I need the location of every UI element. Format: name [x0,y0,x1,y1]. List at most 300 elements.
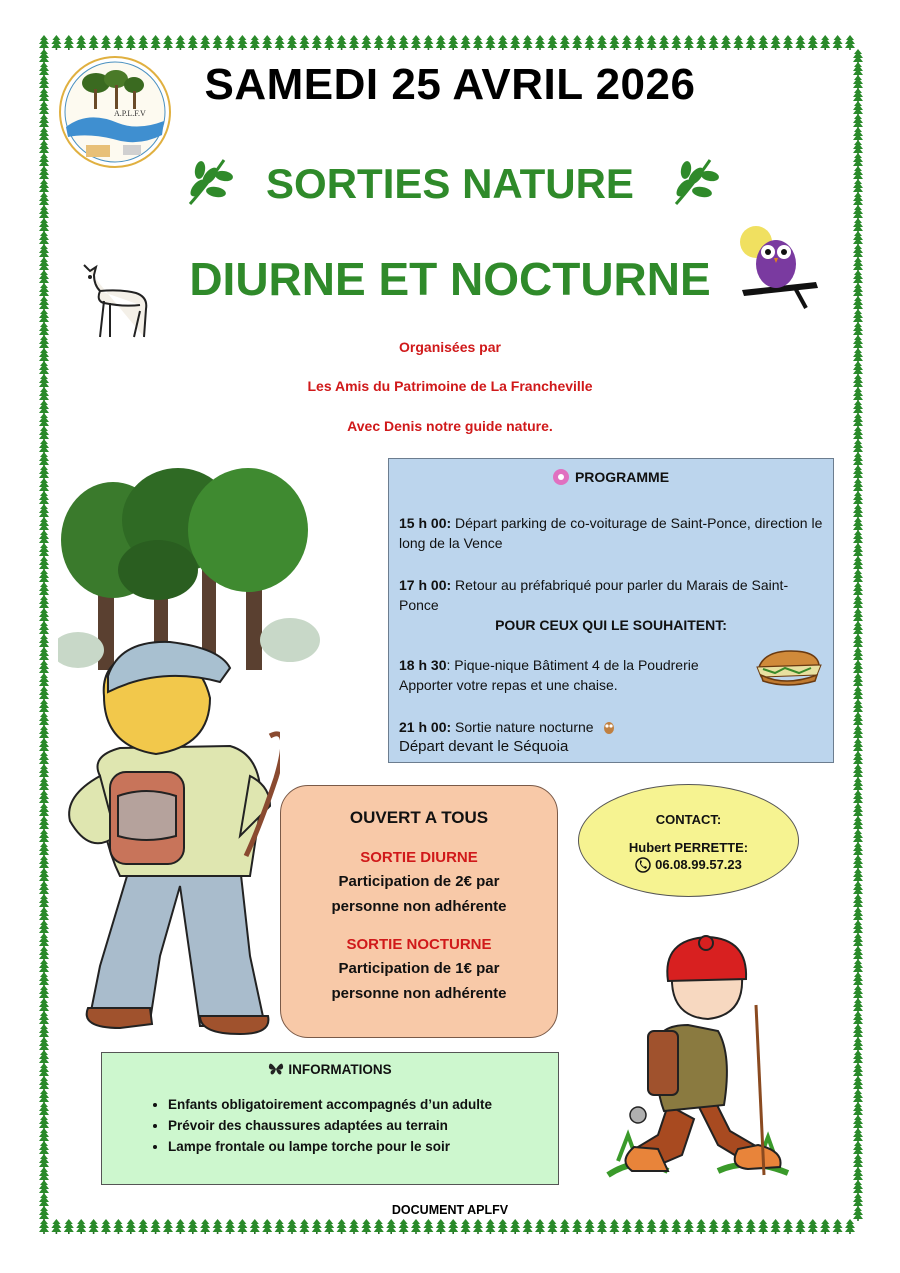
pine-tree-icon [39,699,49,714]
pine-tree-icon [853,764,863,779]
pine-tree-icon [337,1219,347,1234]
pine-tree-icon [275,1219,285,1234]
pine-tree-icon [853,738,863,753]
pine-tree-icon [461,35,471,50]
diurne-price-line1: Participation de 2€ par [338,873,500,890]
pine-tree-icon [76,1219,86,1234]
pine-tree-icon [853,725,863,740]
pine-tree-icon [853,530,863,545]
pine-tree-icon [853,413,863,428]
pine-tree-icon [498,35,508,50]
pine-tree-icon [151,35,161,50]
info-item: • Enfants obligatoirement accompagnés d’un adulte [168,1094,558,1115]
pine-tree-icon [659,1219,669,1234]
pine-tree-icon [853,673,863,688]
pine-tree-icon [853,101,863,116]
pine-tree-icon [853,491,863,506]
pine-tree-icon [39,829,49,844]
pine-tree-icon [853,140,863,155]
pine-tree-icon [585,35,595,50]
pine-tree-icon [853,998,863,1013]
pine-tree-icon [853,1154,863,1169]
pine-tree-icon [853,452,863,467]
pine-tree-icon [853,1024,863,1039]
pine-tree-icon [853,322,863,337]
pine-tree-icon [684,1219,694,1234]
pine-tree-icon [448,35,458,50]
pine-tree-icon [696,1219,706,1234]
open-to-all-heading: OUVERT A TOUS [349,808,489,827]
pine-tree-icon [758,35,768,50]
pine-tree-icon [597,35,607,50]
pine-tree-icon [853,985,863,1000]
pine-tree-icon [853,699,863,714]
pine-tree-icon [853,751,863,766]
pine-tree-icon [853,816,863,831]
pine-tree-icon [523,35,533,50]
olive-branch-right-icon [666,152,722,215]
guide-line: Avec Denis notre guide nature. [347,418,553,434]
pine-tree-icon [39,959,49,974]
pine-tree-icon [374,35,384,50]
pine-tree-icon [39,1154,49,1169]
walking-hiker-illustration [598,935,798,1190]
pine-tree-icon [609,35,619,50]
pine-tree-icon [498,1219,508,1234]
pine-tree-icon [39,1206,49,1221]
pine-tree-icon [188,35,198,50]
pine-tree-icon [39,140,49,155]
pine-tree-icon [853,348,863,363]
contact-heading: CONTACT: [655,812,722,827]
pine-tree-icon [572,35,582,50]
pine-tree-icon [733,1219,743,1234]
pine-tree-icon [361,35,371,50]
pricing-box [280,785,558,1038]
pine-tree-icon [250,1219,260,1234]
pine-tree-icon [39,1037,49,1052]
pine-tree-icon [39,907,49,922]
pine-tree-icon [39,1219,49,1234]
pine-tree-icon [39,400,49,415]
pine-tree-icon [299,35,309,50]
pine-tree-icon [39,1193,49,1208]
pine-tree-icon [535,35,545,50]
pine-tree-icon [39,153,49,168]
nocturne-price-line1: Participation de 1€ par [338,960,500,977]
pine-tree-icon [113,1219,123,1234]
pine-tree-icon [853,595,863,610]
pine-tree-icon [783,1219,793,1234]
pine-tree-icon [312,35,322,50]
pine-tree-icon [39,998,49,1013]
programme-item-3: 18 h 30: Pique-nique Bâtiment 4 de la Poudrerie [399,657,699,673]
document-footer: DOCUMENT APLFV [391,1203,509,1217]
pine-tree-icon [853,881,863,896]
pine-tree-icon [547,35,557,50]
organizer-name: Les Amis du Patrimoine de La Francheville [307,378,593,394]
pine-tree-icon [746,1219,756,1234]
pine-tree-icon [175,1219,185,1234]
pine-tree-icon [237,35,247,50]
pine-tree-icon [324,1219,334,1234]
pine-tree-icon [853,842,863,857]
information-heading: INFORMATIONS [288,1062,392,1077]
info-item: • Lampe frontale ou lampe torche pour le soir [168,1136,558,1157]
pine-tree-icon [853,894,863,909]
pine-tree-icon [39,985,49,1000]
pine-tree-icon [39,686,49,701]
pine-tree-icon [39,855,49,870]
pine-tree-icon [436,1219,446,1234]
pine-tree-icon [39,517,49,532]
pine-tree-icon [684,35,694,50]
pine-tree-icon [39,452,49,467]
pine-tree-icon [64,1219,74,1234]
pine-tree-icon [39,231,49,246]
pine-tree-icon [853,335,863,350]
pine-tree-icon [51,35,61,50]
pine-tree-icon [39,166,49,181]
pine-tree-icon [622,35,632,50]
programme-heading: PROGRAMME [574,469,670,485]
pine-tree-icon [411,35,421,50]
pine-tree-icon [853,634,863,649]
pine-tree-icon [485,35,495,50]
pine-tree-icon [853,283,863,298]
pine-tree-icon [853,582,863,597]
pine-tree-icon [853,556,863,571]
pine-tree-icon [853,75,863,90]
pine-tree-icon [853,374,863,389]
pine-tree-icon [436,35,446,50]
pine-tree-icon [547,1219,557,1234]
pine-tree-icon [659,35,669,50]
pine-tree-icon [39,387,49,402]
pine-tree-icon [853,517,863,532]
pine-tree-icon [853,49,863,64]
pine-tree-icon [39,582,49,597]
pine-tree-icon [853,569,863,584]
pine-tree-icon [696,35,706,50]
pine-tree-icon [853,1102,863,1117]
pine-tree-icon [39,1063,49,1078]
pine-tree-icon [299,1219,309,1234]
pine-tree-icon [853,803,863,818]
pine-tree-icon [76,35,86,50]
pine-tree-icon [808,35,818,50]
pine-tree-icon [609,1219,619,1234]
pine-tree-icon [853,192,863,207]
pine-tree-icon [853,660,863,675]
pine-tree-icon [560,35,570,50]
pine-tree-icon [39,1024,49,1039]
pine-tree-icon [39,972,49,987]
pine-tree-icon [312,1219,322,1234]
pine-tree-icon [833,1219,843,1234]
pine-tree-icon [622,1219,632,1234]
pine-tree-icon [39,1115,49,1130]
pine-tree-icon [39,114,49,129]
pine-tree-icon [89,1219,99,1234]
pine-tree-icon [175,35,185,50]
pine-tree-icon [853,205,863,220]
pine-tree-icon [39,660,49,675]
pine-tree-icon [411,1219,421,1234]
pine-tree-icon [39,946,49,961]
pine-tree-icon [39,205,49,220]
pine-tree-icon [39,257,49,272]
pine-tree-icon [39,62,49,77]
owl-small-icon [602,719,616,733]
pine-tree-icon [237,1219,247,1234]
pine-tree-icon [820,35,830,50]
pine-tree-icon [853,868,863,883]
pine-tree-icon [473,35,483,50]
pine-tree-icon [634,1219,644,1234]
pine-tree-icon [523,1219,533,1234]
pine-tree-icon [853,777,863,792]
pine-tree-icon [138,35,148,50]
pine-tree-icon [39,543,49,558]
pine-tree-icon [39,738,49,753]
pine-tree-icon [853,270,863,285]
pine-tree-icon [560,1219,570,1234]
deer-illustration [70,255,156,346]
pine-tree-icon [853,1063,863,1078]
pine-tree-icon [746,35,756,50]
pine-tree-icon [39,868,49,883]
pine-tree-icon [39,673,49,688]
pine-tree-icon [853,88,863,103]
pine-tree-icon [853,218,863,233]
pine-tree-icon [39,1167,49,1182]
pine-tree-icon [349,1219,359,1234]
pine-tree-icon [213,1219,223,1234]
sortie-diurne-title: SORTIE DIURNE [360,849,478,866]
pine-tree-icon [39,270,49,285]
pine-tree-icon [853,543,863,558]
pine-tree-icon [188,1219,198,1234]
pine-tree-icon [51,1219,61,1234]
pine-tree-icon [39,842,49,857]
information-list [102,1094,558,1157]
pine-tree-icon [200,35,210,50]
sortie-nocturne-title: SORTIE NOCTURNE [346,936,492,953]
pine-tree-icon [349,35,359,50]
hiker-illustration [60,636,280,1041]
pine-tree-icon [473,1219,483,1234]
pine-tree-icon [783,35,793,50]
contact-box [578,784,799,897]
pine-tree-icon [39,49,49,64]
pine-tree-icon [101,35,111,50]
pine-tree-icon [39,777,49,792]
pine-tree-icon [39,621,49,636]
programme-box [388,458,834,763]
pine-tree-icon [853,478,863,493]
pine-tree-icon [213,35,223,50]
pine-tree-icon [853,712,863,727]
pine-tree-icon [709,35,719,50]
info-item: • Prévoir des chaussures adaptées au terrain [168,1115,558,1136]
pine-tree-icon [853,1050,863,1065]
pine-tree-icon [250,35,260,50]
owl-illustration [738,224,820,321]
pine-tree-icon [39,894,49,909]
pine-tree-icon [386,1219,396,1234]
pine-tree-icon [39,634,49,649]
pine-tree-icon [853,1141,863,1156]
pine-tree-icon [39,88,49,103]
pine-tree-icon [39,556,49,571]
pine-tree-icon [833,35,843,50]
pine-tree-icon [795,35,805,50]
pine-tree-icon [39,933,49,948]
pine-tree-icon [853,959,863,974]
pine-tree-icon [423,35,433,50]
pine-tree-icon [39,374,49,389]
pine-tree-icon [853,608,863,623]
pine-tree-icon [721,1219,731,1234]
pine-tree-icon [39,101,49,116]
contact-phone[interactable]: 06.08.99.57.23 [655,857,742,872]
pine-tree-icon [853,361,863,376]
pine-tree-icon [39,803,49,818]
pine-tree-icon [721,35,731,50]
pine-tree-icon [853,1011,863,1026]
pine-tree-icon [39,192,49,207]
pine-tree-icon [39,595,49,610]
pine-tree-icon [39,1050,49,1065]
pine-tree-icon [597,1219,607,1234]
pine-tree-icon [535,1219,545,1234]
pine-tree-icon [853,62,863,77]
pine-tree-icon [853,166,863,181]
pine-tree-icon [101,1219,111,1234]
pine-tree-icon [39,296,49,311]
pine-tree-icon [386,35,396,50]
pine-tree-icon [671,1219,681,1234]
pine-tree-icon [374,1219,384,1234]
pine-tree-icon [39,1180,49,1195]
programme-item-1: 15 h 00: Départ parking de co-voiturage de Saint-Ponce, direction le long de la Vence [399,515,823,551]
pine-tree-icon [853,127,863,142]
pine-tree-icon [461,1219,471,1234]
pine-tree-icon [771,35,781,50]
pine-tree-icon [287,1219,297,1234]
pine-tree-icon [39,439,49,454]
pine-tree-icon [853,400,863,415]
pine-tree-icon [399,1219,409,1234]
pine-tree-icon [39,504,49,519]
optional-note: POUR CEUX QUI LE SOUHAITENT: [495,617,727,633]
pine-tree-icon [39,244,49,259]
pine-tree-icon [795,1219,805,1234]
pine-tree-icon [853,439,863,454]
pine-tree-icon [853,647,863,662]
night-extra: Départ devant le Séquoia [399,738,569,755]
diurne-price-line2: personne non adhérente [331,898,507,915]
pine-tree-icon [39,75,49,90]
pine-tree-icon [853,1206,863,1221]
pine-tree-icon [853,114,863,129]
butterfly-icon [268,1062,284,1076]
pine-tree-icon [337,35,347,50]
pine-tree-icon [853,296,863,311]
pine-tree-icon [853,855,863,870]
olive-branch-left-icon [180,152,236,215]
pine-tree-icon [853,920,863,935]
pine-tree-icon [39,1089,49,1104]
pine-tree-icon [39,413,49,428]
pine-tree-icon [39,426,49,441]
flower-icon [553,469,569,485]
pine-tree-icon [64,35,74,50]
pine-tree-icon [853,244,863,259]
pine-tree-icon [39,816,49,831]
pine-tree-icon [853,1167,863,1182]
pine-tree-icon [709,1219,719,1234]
pine-tree-icon [89,35,99,50]
pine-tree-icon [39,478,49,493]
pine-tree-icon [39,712,49,727]
pine-tree-icon [853,387,863,402]
pine-tree-icon [39,322,49,337]
pine-tree-icon [324,35,334,50]
pine-tree-icon [853,933,863,948]
pine-tree-icon [647,1219,657,1234]
pine-tree-icon [262,1219,272,1234]
pine-tree-icon [634,35,644,50]
pine-tree-icon [275,35,285,50]
pine-tree-icon [39,608,49,623]
sandwich-icon [755,647,823,690]
pine-tree-icon [126,1219,136,1234]
pine-tree-icon [510,35,520,50]
contact-phone-row [579,857,798,873]
pine-tree-icon [39,647,49,662]
pine-tree-icon [853,1193,863,1208]
title-sorties-nature: SORTIES NATURE [266,160,634,207]
pine-tree-icon [39,35,49,50]
pine-tree-icon [39,1102,49,1117]
pine-tree-icon [853,972,863,987]
programme-item-4: 21 h 00: Sortie nature nocturne [399,717,823,737]
pine-tree-icon [853,309,863,324]
pine-tree-icon [39,218,49,233]
pine-tree-icon [572,1219,582,1234]
pine-tree-icon [853,829,863,844]
pine-tree-icon [39,764,49,779]
pine-tree-icon [853,231,863,246]
pine-tree-icon [448,1219,458,1234]
pine-tree-icon [510,1219,520,1234]
pine-tree-icon [163,1219,173,1234]
pine-tree-icon [39,569,49,584]
pine-tree-icon [39,179,49,194]
pine-tree-icon [853,1089,863,1104]
pine-tree-icon [225,1219,235,1234]
pine-tree-icon [163,35,173,50]
pine-tree-icon [39,127,49,142]
event-date: SAMEDI 25 AVRIL 2026 [204,60,696,109]
pine-tree-icon [39,1141,49,1156]
pine-tree-icon [733,35,743,50]
pine-tree-icon [485,1219,495,1234]
pine-tree-icon [113,35,123,50]
pine-tree-icon [853,153,863,168]
